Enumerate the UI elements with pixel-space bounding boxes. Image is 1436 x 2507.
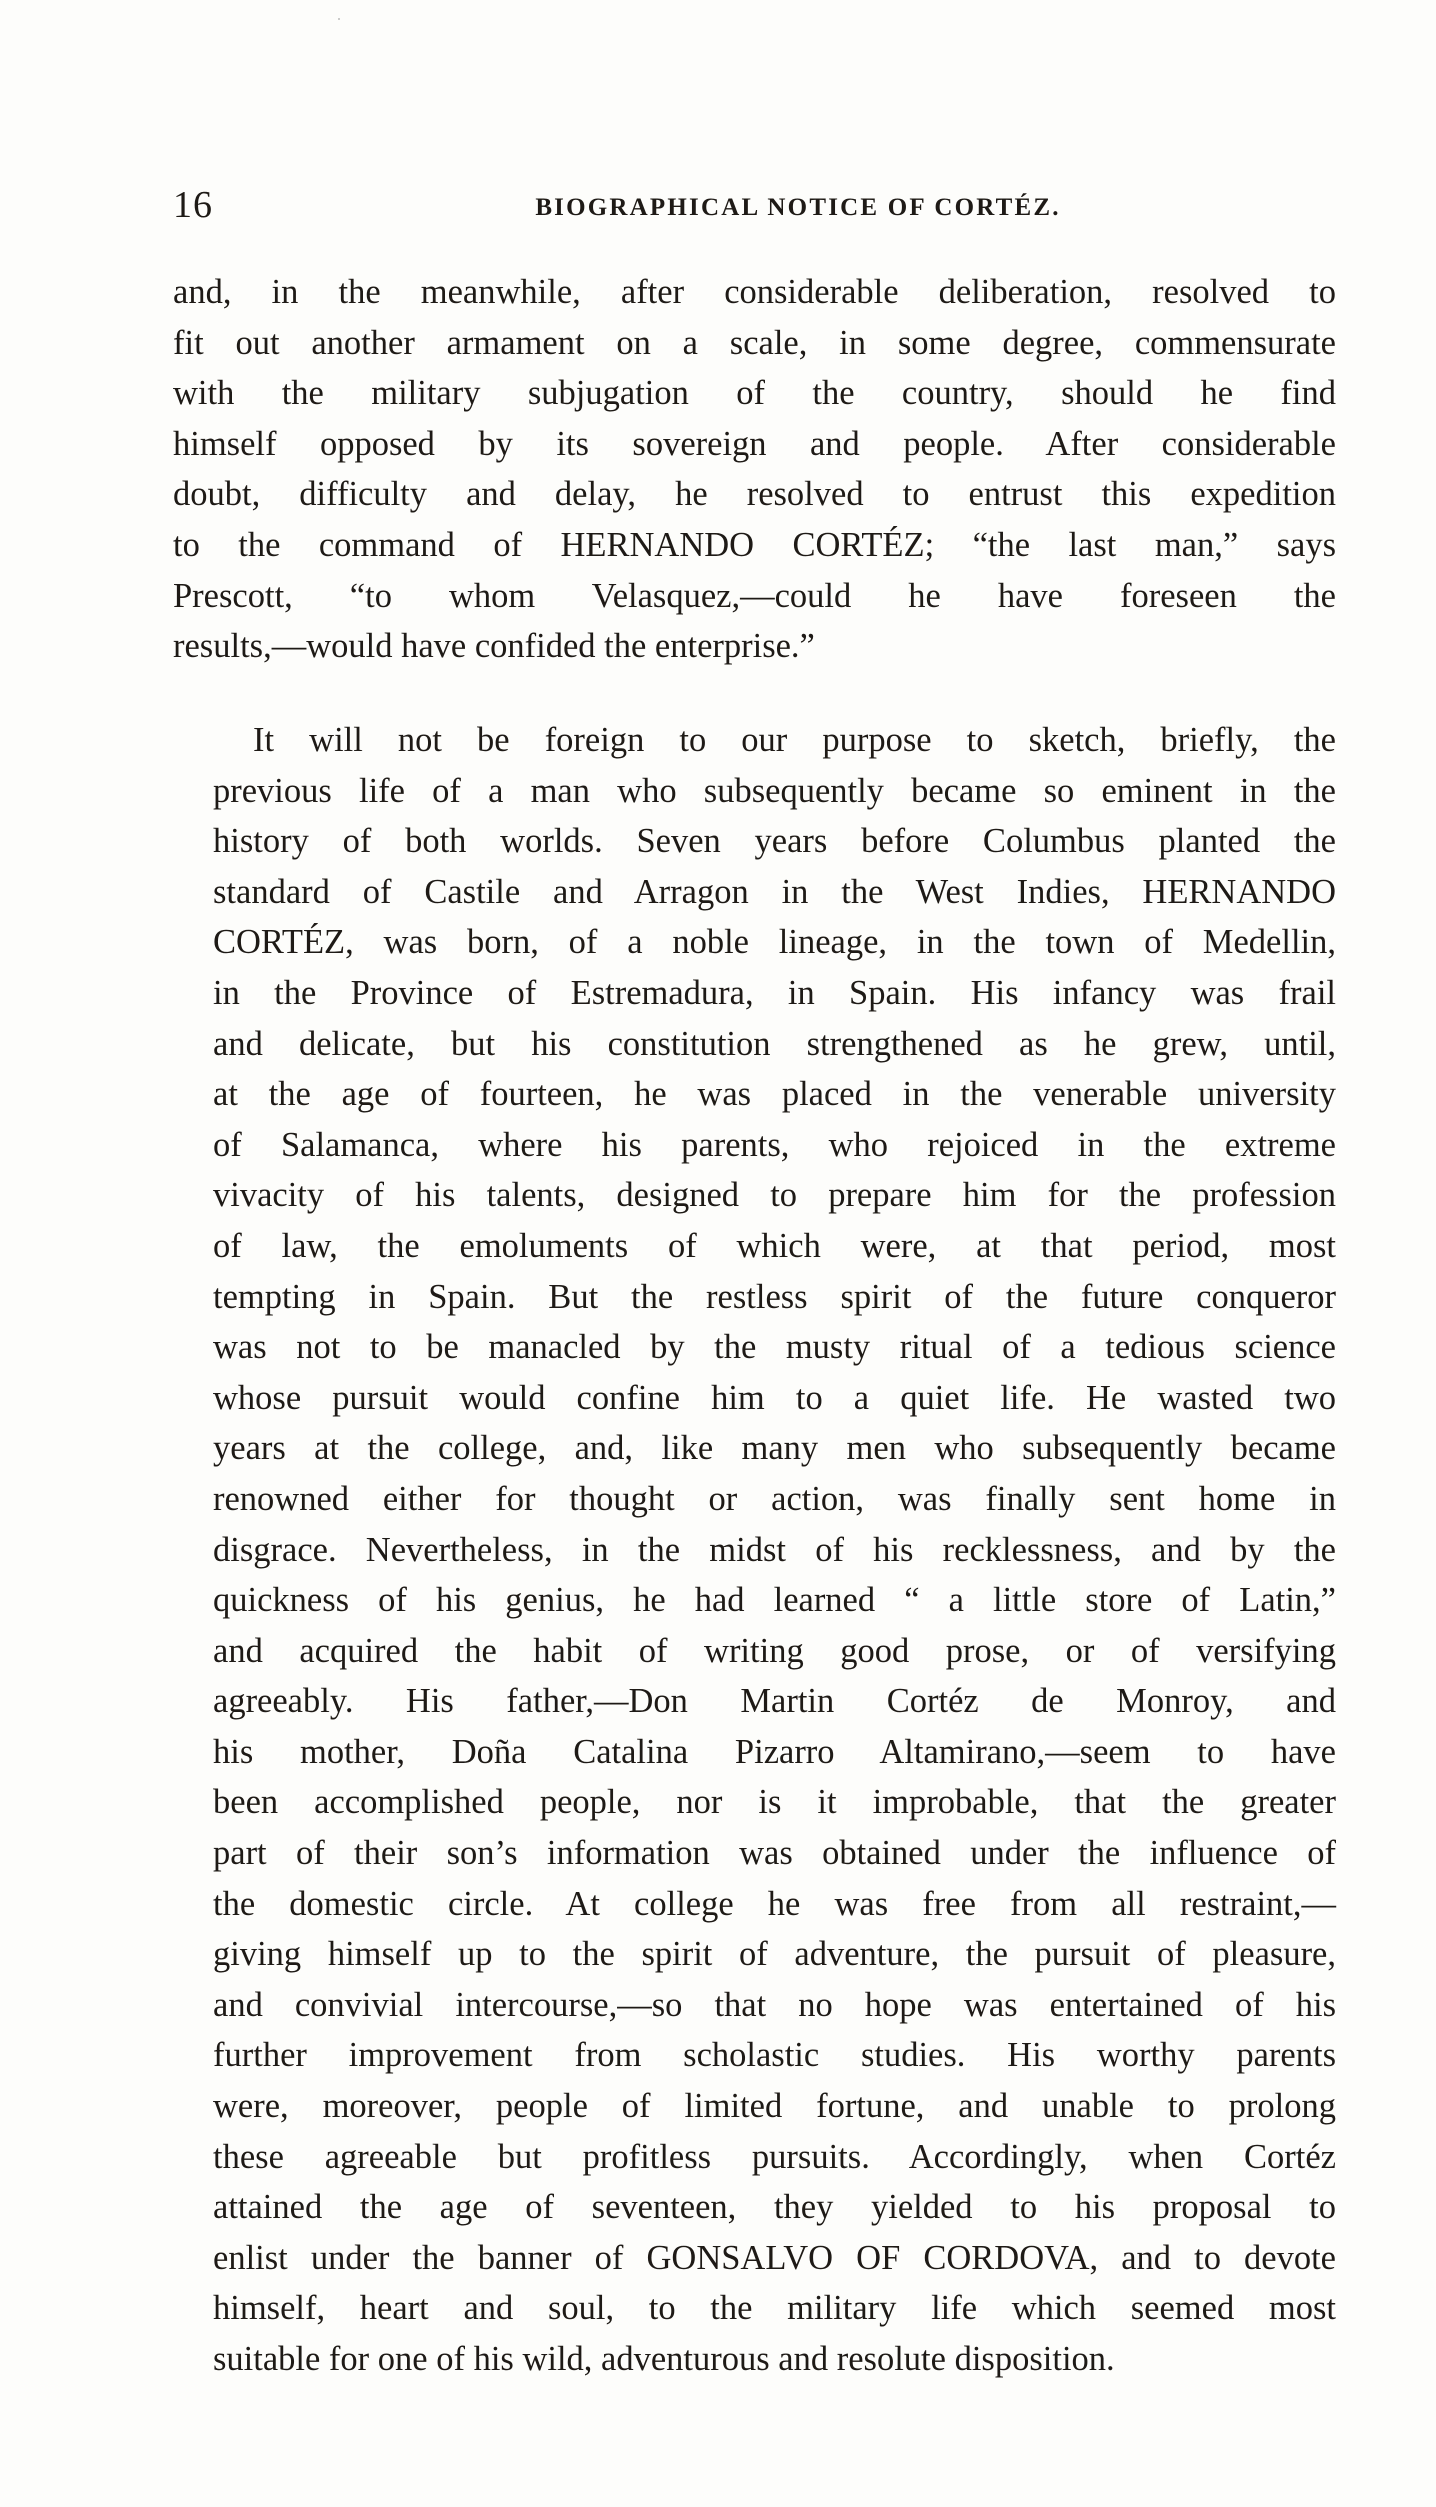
text-line: agreeably. His father,—Don Martin Cortéz de Monroy, and xyxy=(213,1682,1336,1721)
text-line: these agreeable but profitless pursuits. Accordingly, when Cortéz xyxy=(213,2137,1336,2176)
text-line: vivacity of his talents, designed to prepare him for the profession xyxy=(213,1176,1336,1215)
text-line: of law, the emoluments of which were, at that period, most xyxy=(213,1226,1336,1265)
text-line: himself opposed by its sovereign and people. After considerable xyxy=(173,424,1336,463)
text-line: results,—would have confided the enterprise.” xyxy=(173,627,815,666)
text-line: the domestic circle. At college he was free from all restraint,— xyxy=(213,1884,1336,1923)
running-head xyxy=(173,180,1363,230)
text-line: years at the college, and, like many men who subsequently became xyxy=(213,1429,1336,1468)
text-line: of Salamanca, where his parents, who rejoiced in the extreme xyxy=(213,1125,1336,1164)
text-line: been accomplished people, nor is it improbable, that the greater xyxy=(213,1783,1336,1822)
paragraph-1 xyxy=(173,267,1336,672)
text-line: at the age of fourteen, he was placed in the venerable university xyxy=(213,1075,1336,1114)
text-line: quickness of his genius, he had learned “ a little store of Latin,” xyxy=(213,1581,1336,1620)
text-line: CORTÉZ, was born, of a noble lineage, in the town of Medellin, xyxy=(213,923,1336,962)
text-line: his mother, Doña Catalina Pizarro Altamirano,—seem to have xyxy=(213,1732,1336,1771)
text-line: enlist under the banner of GONSALVO OF CORDOVA, and to devote xyxy=(213,2238,1336,2277)
text-line: doubt, difficulty and delay, he resolved to entrust this expedition xyxy=(173,475,1336,514)
text-line: and delicate, but his constitution strengthened as he grew, until, xyxy=(213,1024,1336,1063)
text-line: standard of Castile and Arragon in the West Indies, HERNANDO xyxy=(213,872,1336,911)
text-line: whose pursuit would confine him to a quiet life. He wasted two xyxy=(213,1378,1336,1417)
text-line: giving himself up to the spirit of adventure, the pursuit of pleasure, xyxy=(213,1935,1336,1974)
text-line: and, in the meanwhile, after considerable deliberation, resolved to xyxy=(173,273,1336,311)
running-title: BIOGRAPHICAL NOTICE OF CORTÉZ. xyxy=(535,194,1061,221)
text-line: attained the age of seventeen, they yielded to his proposal to xyxy=(213,2188,1336,2227)
paragraph-2 xyxy=(173,715,1336,2385)
text-line: in the Province of Estremadura, in Spain. His infancy was frail xyxy=(213,973,1336,1012)
text-line: renowned either for thought or action, was finally sent home in xyxy=(213,1479,1336,1518)
page-number: 16 xyxy=(173,184,213,226)
text-line: and convivial intercourse,—so that no hope was entertained of his xyxy=(213,1985,1336,2024)
text-line: and acquired the habit of writing good prose, or of versifying xyxy=(213,1631,1336,1670)
text-line: with the military subjugation of the country, should he find xyxy=(173,374,1336,413)
text-line: It will not be foreign to our purpose to sketch, briefly, the xyxy=(253,721,1336,759)
text-line: suitable for one of his wild, adventurous and resolute disposition. xyxy=(213,2340,1115,2378)
text-line: further improvement from scholastic studies. His worthy parents xyxy=(213,2036,1336,2075)
text-line: previous life of a man who subsequently became so eminent in the xyxy=(213,771,1336,810)
text-line: himself, heart and soul, to the military life which seemed most xyxy=(213,2289,1336,2328)
text-line: part of their son’s information was obtained under the influence of xyxy=(213,1834,1336,1873)
text-line: disgrace. Nevertheless, in the midst of his recklessness, and by the xyxy=(213,1530,1336,1569)
print-speck xyxy=(338,18,340,20)
text-line: fit out another armament on a scale, in some degree, commensurate xyxy=(173,323,1336,362)
text-line: Prescott, “to whom Velasquez,—could he have foreseen the xyxy=(173,576,1336,615)
text-line: tempting in Spain. But the restless spirit of the future conqueror xyxy=(213,1277,1336,1316)
text-line: was not to be manacled by the musty ritual of a tedious science xyxy=(213,1328,1336,1367)
text-line: were, moreover, people of limited fortune, and unable to prolong xyxy=(213,2087,1336,2126)
text-line: history of both worlds. Seven years before Columbus planted the xyxy=(213,822,1336,861)
text-line: to the command of HERNANDO CORTÉZ; “the last man,” says xyxy=(173,525,1336,564)
